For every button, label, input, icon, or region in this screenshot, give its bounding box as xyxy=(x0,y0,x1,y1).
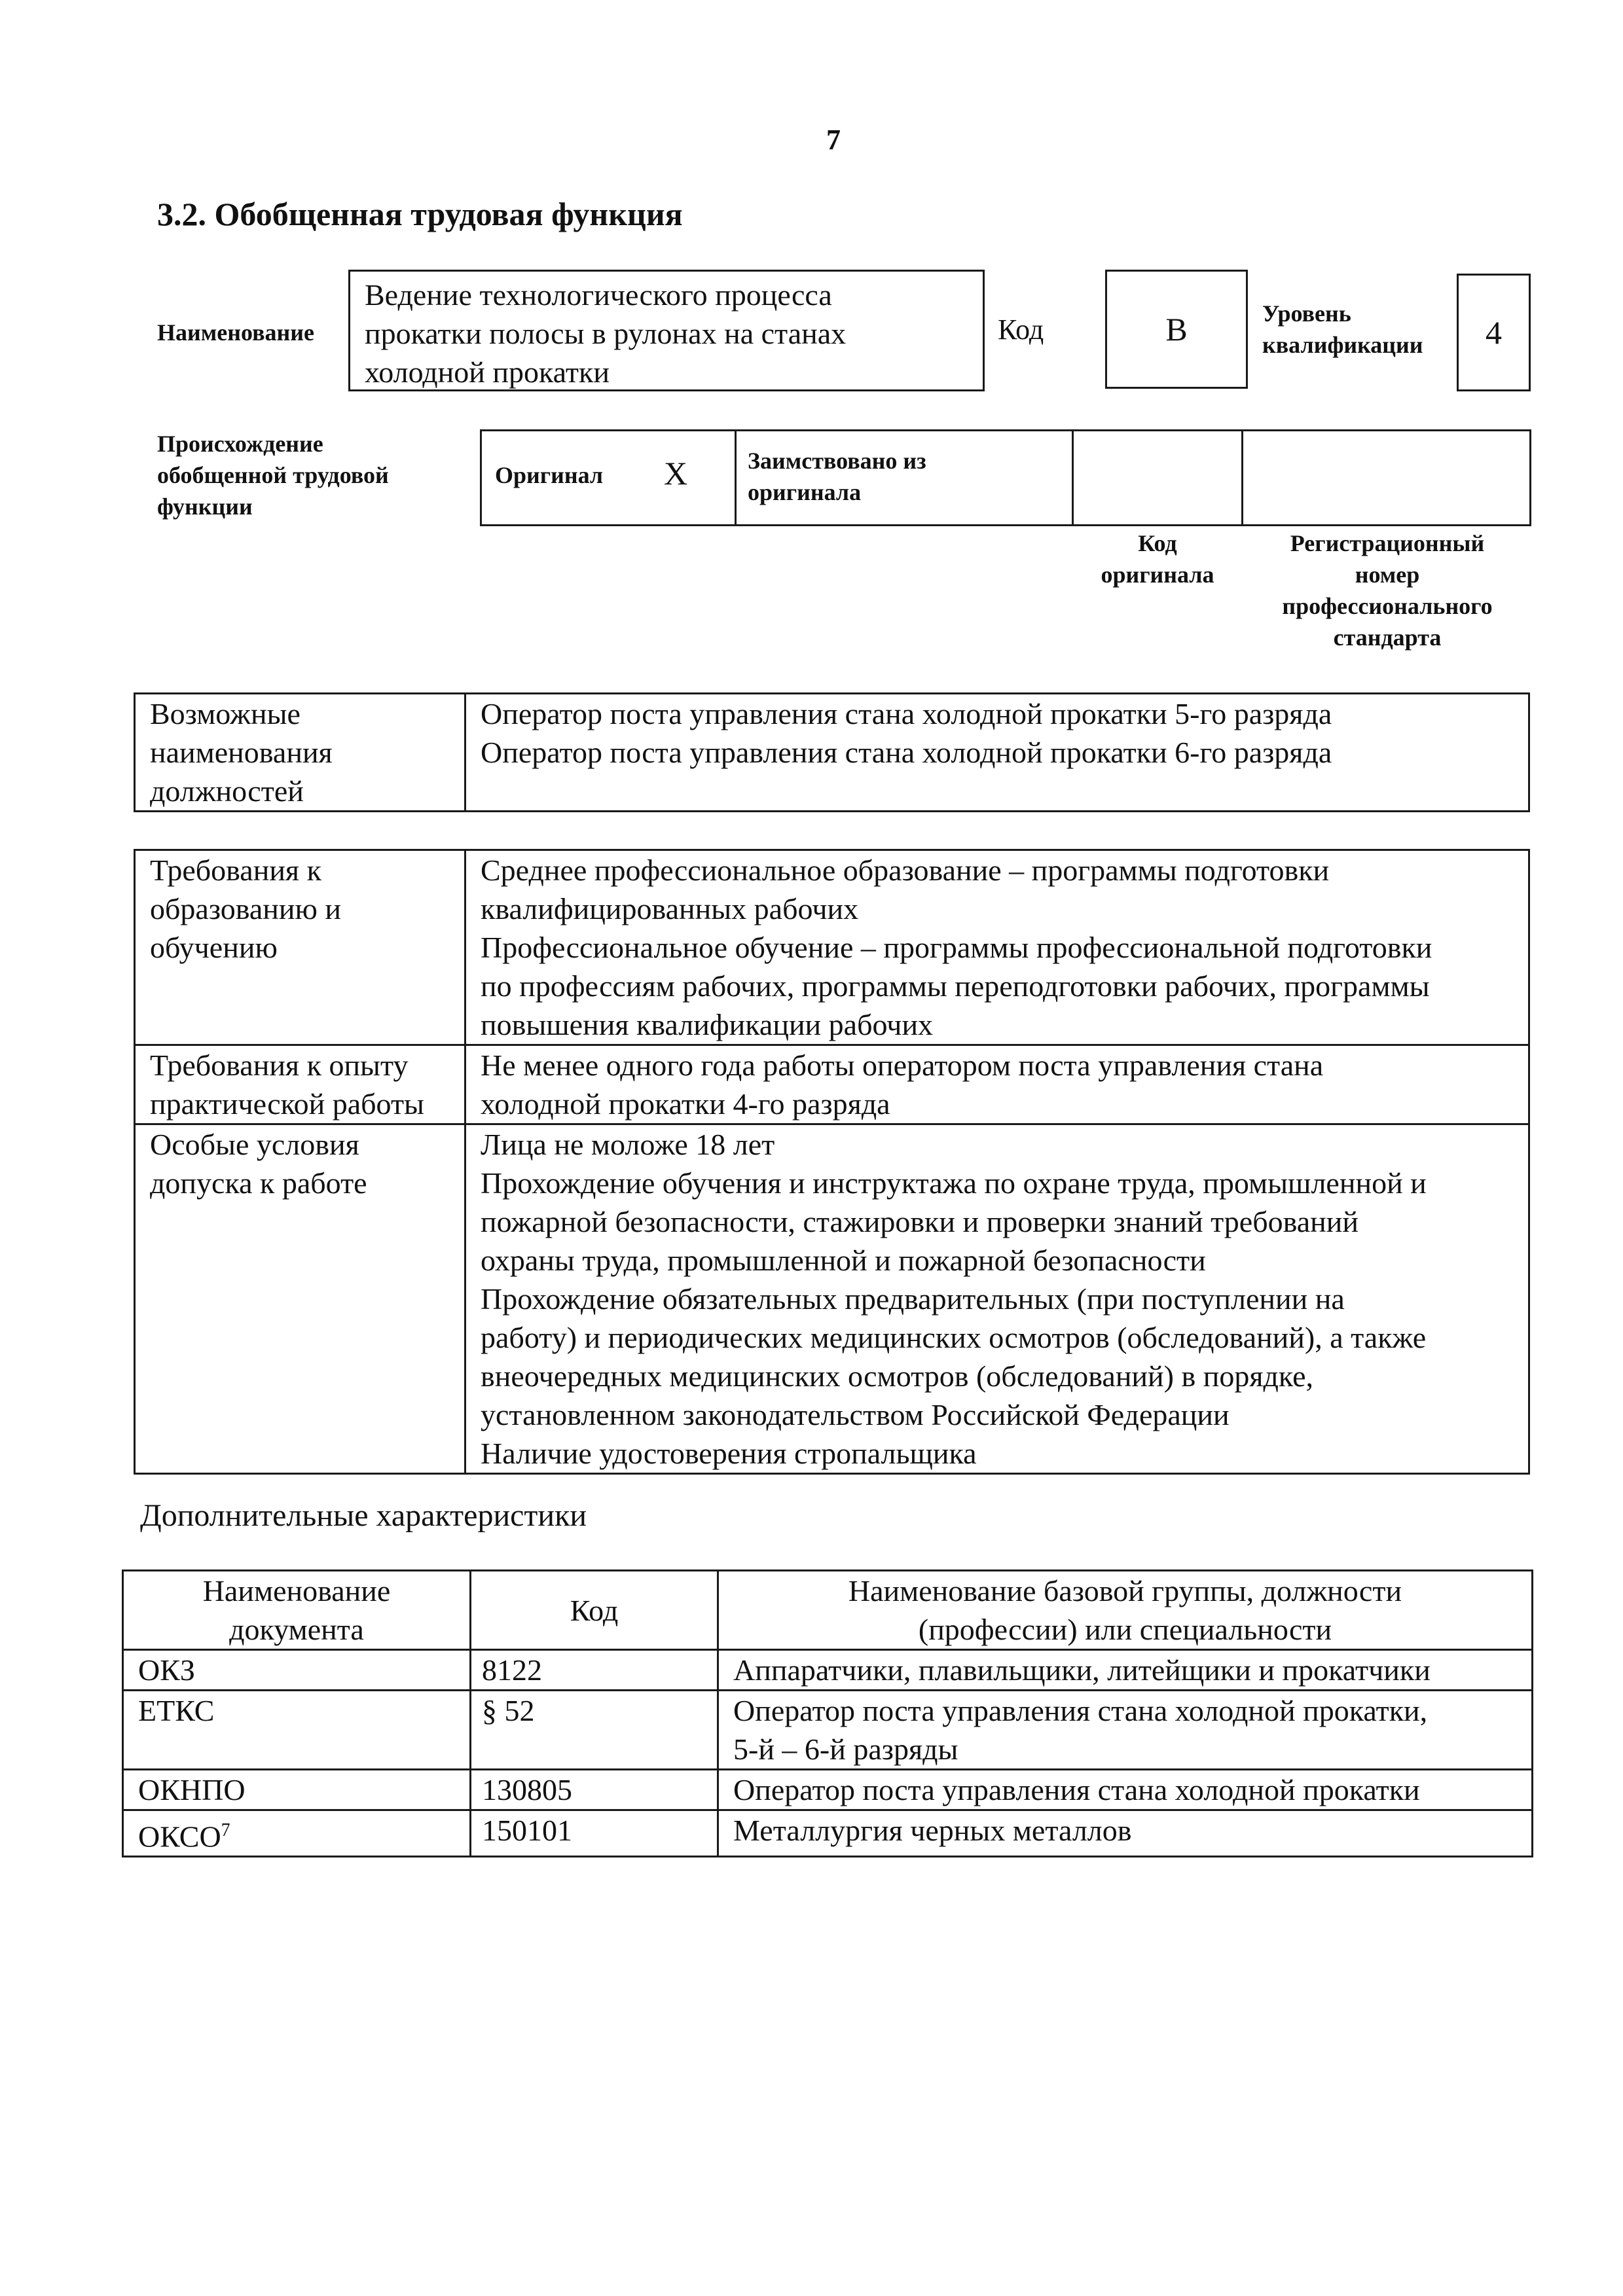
table-row xyxy=(123,1770,1533,1810)
header-group: Наименование базовой группы, должности (профессии) или специальности xyxy=(718,1571,1533,1650)
row-name: Аппаратчики, плавильщики, литейщики и прокатчики xyxy=(718,1650,1533,1691)
requirements-table xyxy=(134,849,1530,1475)
code-label: Код xyxy=(998,314,1044,346)
row-code: § 52 xyxy=(471,1691,718,1770)
name-value: Ведение технологического процесса прокатки полосы в рулонах на станах холодной прокатки xyxy=(365,278,847,389)
section-title: 3.2. Обобщенная трудовая функция xyxy=(157,196,683,232)
table-row xyxy=(123,1691,1533,1770)
special-conditions-value: Лица не моложе 18 лет Прохождение обучения и инструктажа по охране труда, промышленной и пожарной безопасности, стажировки и проверки знаний требований охраны труда, промышленной и пожарной безопасности Прохождение обязательных предварительных (при поступлении на работу) и периодических медицинских осмотров (обследований), а также внеочередных медицинских осмотров (обследований) в порядке, установленном законодательством Российской Федерации Наличие удостоверения стропальщика xyxy=(465,1124,1529,1474)
name-box xyxy=(348,270,985,391)
level-box xyxy=(1457,274,1531,391)
header-doc: Наименование документа xyxy=(123,1571,471,1650)
positions-label: Возможные наименования должностей xyxy=(135,694,465,812)
origin-label: Происхождение обобщенной трудовой функции xyxy=(157,431,389,520)
code-box xyxy=(1105,270,1248,389)
footnote-mark: 7 xyxy=(221,1820,230,1840)
reg-number-caption: Регистрационный номер профессионального стандарта xyxy=(1282,530,1493,651)
row-code: 130805 xyxy=(471,1770,718,1810)
original-label: Оригинал xyxy=(495,462,604,488)
row-name: Оператор поста управления стана холодной прокатки, 5-й – 6-й разряды xyxy=(718,1691,1533,1770)
borrowed-label: Заимствовано из оригинала xyxy=(748,448,926,505)
header-code: Код xyxy=(471,1571,718,1650)
additional-table xyxy=(122,1570,1533,1857)
row-code: 8122 xyxy=(471,1650,718,1691)
table-row xyxy=(123,1810,1533,1857)
name-label: Наименование xyxy=(157,319,314,346)
row-doc: ОКСО$^7$ xyxy=(123,1810,471,1857)
row-name: Оператор поста управления стана холодной прокатки xyxy=(718,1770,1533,1810)
original-mark: X xyxy=(664,455,688,492)
row-doc: ЕТКС xyxy=(123,1691,471,1770)
level-label: Уровень квалификации xyxy=(1262,300,1423,358)
code-value: B xyxy=(1165,311,1188,348)
level-value: 4 xyxy=(1486,314,1502,351)
positions-table xyxy=(134,692,1530,812)
origin-table xyxy=(480,429,1531,526)
code-original-caption: Код оригинала xyxy=(1101,530,1214,588)
additional-title: Дополнительные характеристики xyxy=(140,1498,587,1533)
row-code: 150101 xyxy=(471,1810,718,1857)
positions-values: Оператор поста управления стана холодной прокатки 5-го разряда Оператор поста управления стана холодной прокатки 6-го разряда xyxy=(465,694,1529,812)
row-name: Металлургия черных металлов xyxy=(718,1810,1533,1857)
experience-value: Не менее одного года работы оператором поста управления стана холодной прокатки 4-го разряда xyxy=(465,1045,1529,1124)
row-doc: ОКНПО xyxy=(123,1770,471,1810)
education-label: Требования к образованию и обучению xyxy=(135,850,465,1045)
special-conditions-label: Особые условия допуска к работе xyxy=(135,1124,465,1474)
row-doc: ОКЗ xyxy=(123,1650,471,1691)
education-value: Среднее профессиональное образование – программы подготовки квалифицированных рабочих Профессиональное обучение – программы профессиональной подготовки по профессиям рабочих, программы переподготовки рабочих, программы повышения квалификации рабочих xyxy=(465,850,1529,1045)
experience-label: Требования к опыту практической работы xyxy=(135,1045,465,1124)
table-row xyxy=(123,1650,1533,1691)
page-number: 7 xyxy=(826,124,841,156)
